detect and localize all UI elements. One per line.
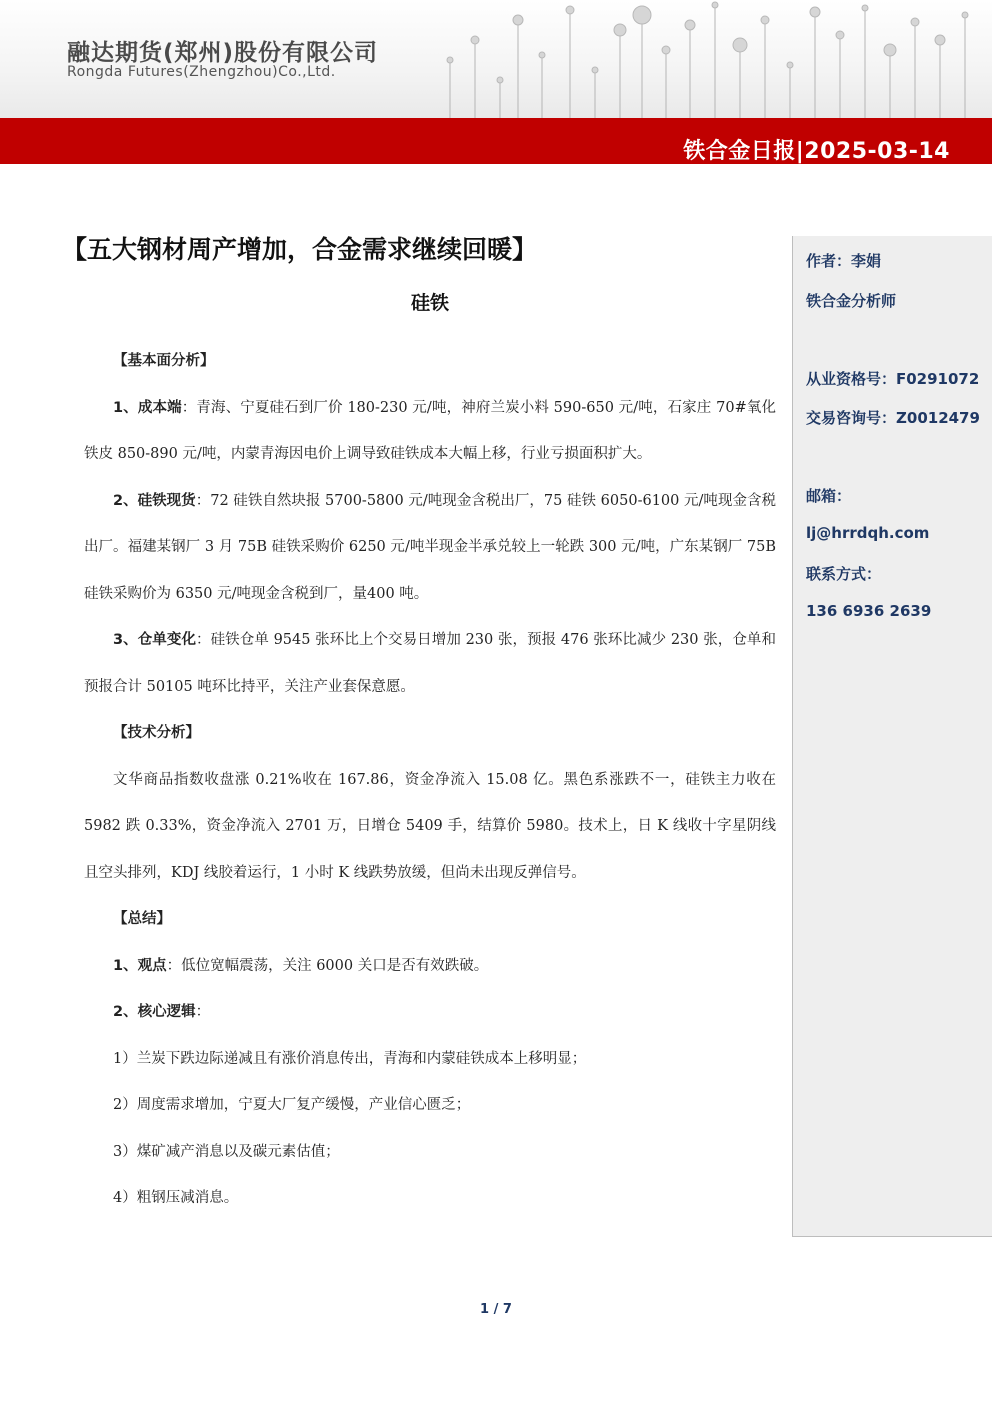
section-heading-technical: 【技术分析】 (113, 725, 200, 741)
report-title: 铁合金日报|2025-03-14 (683, 139, 950, 164)
paragraph-text: ：硅铁仓单 9545 张环比上个交易日增加 230 张，预报 476 张环比减少 230 张，仓单和预报合计 50105 吨环比持平，关注产业套保意愿。 (84, 632, 776, 695)
section-heading-summary: 【总结】 (113, 911, 171, 927)
author-role: 铁合金分析师 (806, 292, 897, 310)
email-address[interactable]: lj@hrrdqh.com (806, 524, 930, 542)
paragraph-text: ：72 硅铁自然块报 5700-5800 元/吨现金含税出厂，75 硅铁 6050-6100 元/吨现金含税出厂。福建某钢厂 3 月 75B 硅铁采购价 6250 元/吨半现金半承兑较上一轮跌 300 元/吨，广东某钢厂 75B 硅铁采购价为 6350 元/吨现金含税到厂，量400 吨。 (84, 492, 776, 602)
paragraph-text: ：青海、宁夏硅石到厂价 180-230 元/吨，神府兰炭小料 590-650 元/吨，石家庄 70#氧化铁皮 850-890 元/吨，内蒙青海因电价上调导致硅铁成本大幅上移，行业亏损面积扩大。 (84, 399, 776, 462)
company-name-cn: 融达期货(郑州)股份有限公司 (67, 40, 379, 66)
paragraph-technical: 文华商品指数收盘涨 0.21%收在 167.86，资金净流入 15.08 亿。黑色系涨跌不一，硅铁主力收在 5982 跌 0.33%，资金净流入 2701 万，日增仓 5409 手，结算价 5980。技术上，日 K 线收十字星阴线且空头排列，KDJ 线胶着运行，1 小时 K 线跌势放缓，但尚未出现反弹信号。 (84, 771, 776, 881)
list-item: 2）周度需求增加，宁夏大厂复产缓慢，产业信心匮乏； (113, 1097, 471, 1113)
paragraph-text: ： (195, 1004, 211, 1020)
paragraph-label: 2、硅铁现货 (113, 492, 196, 509)
consult-number: 交易咨询号：Z0012479 (806, 409, 980, 427)
paragraph-warehouse (84, 617, 776, 710)
qualification-number: 从业资格号：F0291072 (806, 370, 980, 388)
list-item: 1）兰炭下跌边际递减且有涨价消息传出，青海和内蒙硅铁成本上移明显； (113, 1050, 587, 1067)
paragraph-label: 1、成本端 (113, 399, 182, 416)
list-item: 3）煤矿减产消息以及碳元素估值； (113, 1143, 340, 1160)
list-item: 4）粗钢压减消息。 (113, 1190, 239, 1206)
author-name: 作者：李娟 (806, 252, 882, 270)
paragraph-spot (84, 478, 776, 618)
company-name-en: Rongda Futures(Zhengzhou)Co.,Ltd. (67, 64, 336, 80)
decorative-pins-graphic (430, 0, 992, 118)
paragraph-view (84, 943, 776, 990)
paragraph-label: 1、观点 (113, 957, 167, 974)
email-label: 邮箱： (806, 487, 852, 505)
contact-label: 联系方式： (806, 565, 882, 583)
page-number: 1 / 7 (480, 1302, 512, 1317)
paragraph-label: 3、仓单变化 (113, 632, 197, 648)
paragraph-label: 2、核心逻辑 (113, 1004, 196, 1020)
paragraph-cost (84, 385, 776, 478)
article-body (84, 338, 776, 1222)
phone-number: 136 6936 2639 (806, 602, 932, 620)
article-subtitle: 硅铁 (410, 292, 449, 314)
paragraph-logic-heading (84, 989, 776, 1036)
paragraph-text: ：低位宽幅震荡，关注 6000 关口是否有效跌破。 (166, 957, 489, 974)
author-sidebar (792, 236, 992, 1237)
section-heading-fundamentals: 【基本面分析】 (113, 353, 215, 369)
article-title: 【五大钢材周产增加，合金需求继续回暖】 (62, 235, 538, 264)
